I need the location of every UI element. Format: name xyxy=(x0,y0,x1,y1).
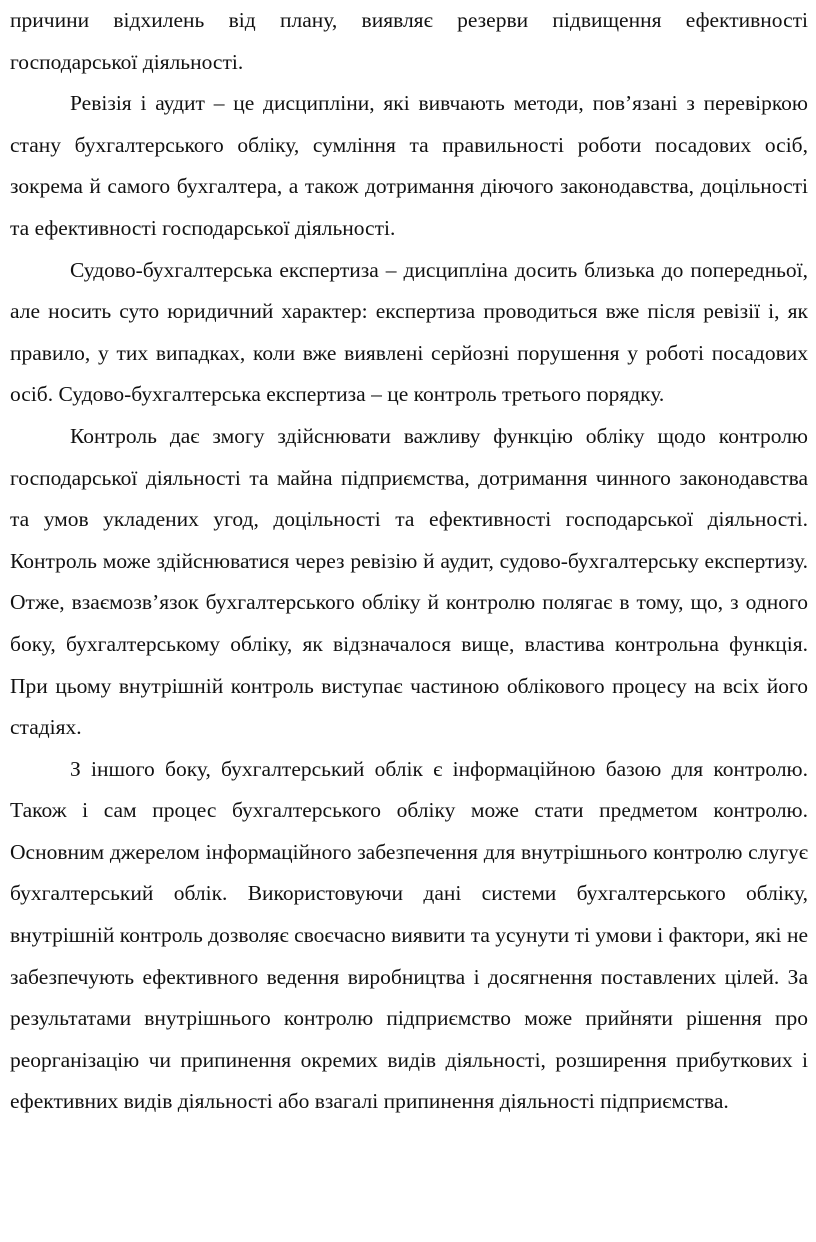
paragraph-continuation: причини відхилень від плану, виявляє резерви підвищення ефективності господарської діяльності. xyxy=(10,8,808,74)
paragraph-control-function: Контроль дає змогу здійснювати важливу функцію обліку щодо контролю господарської діяльності та майна підприємства, дотримання чинного законодавства та умов укладених угод, доцільності та ефективності господарської діяльності. Контроль може здійснюватися через ревізію й аудит, судово-бухгалтерську експертизу. Отже, взаємозв’язок бухгалтерського обліку й контролю полягає в тому, що, з одного боку, бухгалтерському обліку, як відзначалося вище, властива контрольна функція. При цьому внутрішній контроль виступає частиною облікового процесу на всіх його стадіях. xyxy=(10,423,808,740)
paragraph-revision-audit: Ревізія і аудит – це дисципліни, які вивчають методи, пов’язані з перевіркою стану бухгалтерського обліку, сумління та правильності роботи посадових осіб, зокрема й самого бухгалтера, а також дотримання діючого законодавства, доцільності та ефективності господарської діяльності. xyxy=(10,91,808,240)
paragraph-forensic-accounting: Судово-бухгалтерська експертиза – дисципліна досить близька до попередньої, але носить суто юридичний характер: експертиза проводиться вже після ревізії і, як правило, у тих випадках, коли вже виявлені серйозні порушення у роботі посадових осіб. Судово-бухгалтерська експертиза – це контроль третього порядку. xyxy=(10,257,808,407)
document-page xyxy=(10,0,808,1123)
paragraph-information-base: З іншого боку, бухгалтерський облік є інформаційною базою для контролю. Також і сам процес бухгалтерського обліку може стати предметом контролю. Основним джерелом інформаційного забезпечення для внутрішнього контролю слугує бухгалтерський облік. Використовуючи дані системи бухгалтерського обліку, внутрішній контроль дозволяє своєчасно виявити та усунути ті умови і фактори, які не забезпечують ефективного ведення виробництва і досягнення поставлених цілей. За результатами внутрішнього контролю підприємство може прийняти рішення про реорганізацію чи припинення окремих видів діяльності, розширення прибуткових і ефективних видів діяльності або взагалі припинення діяльності підприємства. xyxy=(10,756,808,1114)
